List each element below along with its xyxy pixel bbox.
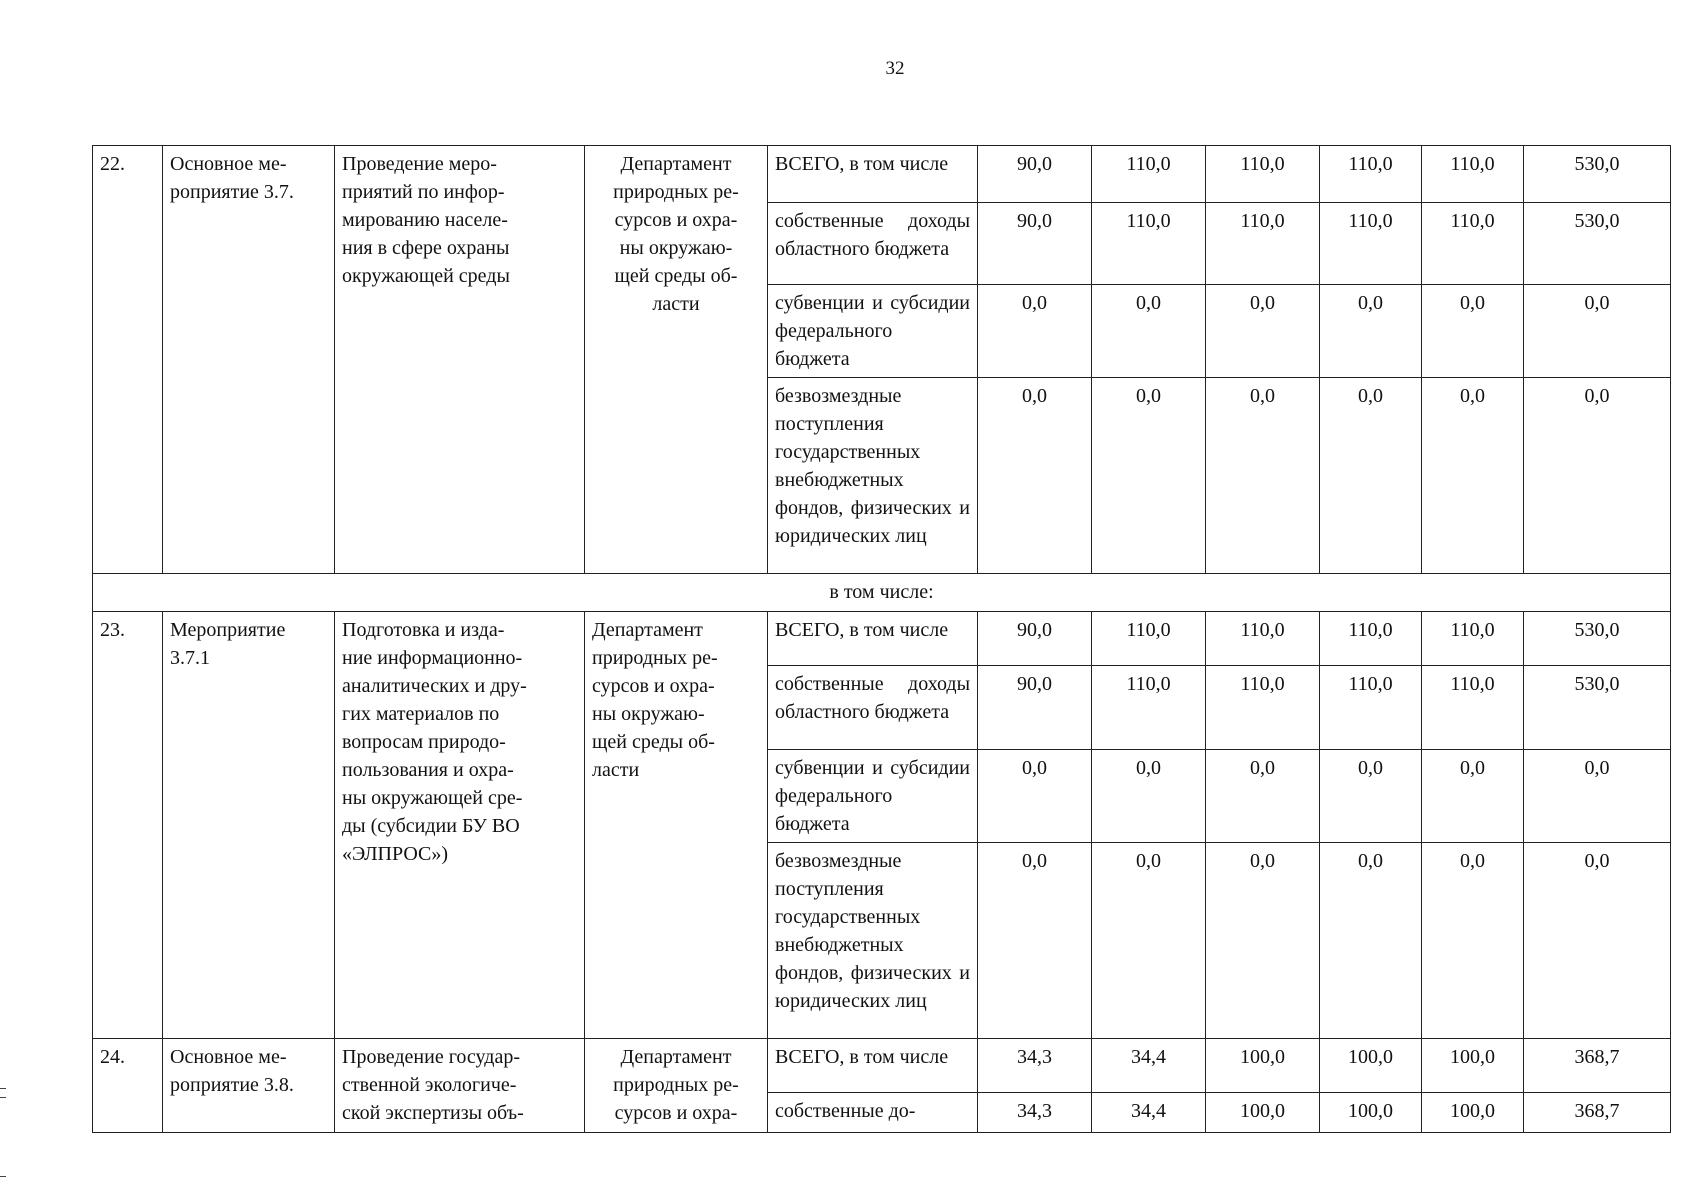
value-cell: 110,0 — [1206, 146, 1320, 203]
value-cell: 110,0 — [1092, 612, 1206, 666]
table-row — [93, 612, 1671, 666]
value-cell: 90,0 — [978, 666, 1092, 750]
value-cell: 0,0 — [1524, 750, 1671, 843]
value-cell: 0,0 — [1320, 378, 1422, 574]
cell-text-line: Департамент — [620, 1046, 732, 1068]
cell-text-line: природных ре- — [613, 181, 739, 203]
measure-name — [163, 612, 335, 1039]
cell-text-line: ды (субсидии БУ ВО — [342, 815, 520, 837]
value-cell: 0,0 — [1524, 378, 1671, 574]
value-cell: 0,0 — [1422, 285, 1524, 378]
value-cell: 110,0 — [1320, 146, 1422, 203]
value-cell: 90,0 — [978, 146, 1092, 203]
measure-description — [335, 146, 585, 574]
department-name — [585, 612, 768, 1039]
value-cell: 34,3 — [978, 1039, 1092, 1093]
scan-edge-mark — [0, 1176, 6, 1177]
value-cell: 0,0 — [1524, 843, 1671, 1039]
value-cell: 0,0 — [1206, 843, 1320, 1039]
value-cell: 110,0 — [1422, 666, 1524, 750]
value-cell: 34,4 — [1092, 1093, 1206, 1133]
value-cell: 530,0 — [1524, 203, 1671, 285]
cell-text-line: роприятие 3.7. — [170, 181, 294, 203]
value-cell: 0,0 — [1524, 285, 1671, 378]
row-number: 24. — [93, 1039, 163, 1133]
cell-text-line: Департамент — [620, 153, 732, 175]
value-cell: 368,7 — [1524, 1039, 1671, 1093]
cell-text-line: Проведение государ- — [342, 1046, 520, 1068]
department-name — [585, 1039, 768, 1133]
value-cell: 110,0 — [1092, 146, 1206, 203]
funding-source-label: собственные до- — [768, 1093, 978, 1133]
funding-source-label: ВСЕГО, в том числе — [768, 146, 978, 203]
cell-text-line: ственной экологиче- — [342, 1074, 517, 1096]
value-cell: 0,0 — [978, 750, 1092, 843]
funding-source-label: безвозмездные поступления государственных внебюджетных фондов, физических и юридических лиц — [768, 843, 978, 1039]
cell-text-line: ласти — [592, 759, 640, 781]
cell-text-line: природных ре- — [613, 1074, 739, 1096]
cell-text-line: ния в сфере охраны — [342, 237, 510, 259]
scan-edge-mark — [0, 1088, 6, 1089]
cell-text-line: 3.7.1 — [170, 647, 210, 669]
table-row — [93, 146, 1671, 203]
scan-edge-mark — [0, 1097, 6, 1098]
cell-text-line: ны окружаю- — [619, 237, 733, 259]
value-cell: 110,0 — [1206, 666, 1320, 750]
cell-text-line: гих материалов по — [342, 703, 500, 725]
funding-source-label: ВСЕГО, в том числе — [768, 1039, 978, 1093]
cell-text-line: окружающей среды — [342, 265, 510, 287]
value-cell: 0,0 — [1422, 378, 1524, 574]
value-cell: 0,0 — [1320, 843, 1422, 1039]
cell-text-line: Основное ме- — [170, 1046, 287, 1068]
value-cell: 100,0 — [1422, 1039, 1524, 1093]
cell-text-line: приятий по инфор- — [342, 181, 505, 203]
value-cell: 110,0 — [1422, 146, 1524, 203]
value-cell: 100,0 — [1206, 1039, 1320, 1093]
value-cell: 90,0 — [978, 612, 1092, 666]
funding-source-label: собственные доходы областного бюджета — [768, 666, 978, 750]
cell-text-line: мированию населе- — [342, 209, 508, 231]
value-cell: 0,0 — [1092, 843, 1206, 1039]
separator-text: в том числе: — [93, 574, 1671, 612]
cell-text-line: сурсов и охра- — [592, 675, 715, 697]
cell-text-line: сурсов и охра- — [614, 209, 738, 231]
value-cell: 0,0 — [1092, 378, 1206, 574]
cell-text-line: вопросам природо- — [342, 731, 506, 753]
value-cell: 110,0 — [1422, 203, 1524, 285]
value-cell: 0,0 — [1422, 843, 1524, 1039]
value-cell: 100,0 — [1422, 1093, 1524, 1133]
value-cell: 0,0 — [1320, 750, 1422, 843]
value-cell: 0,0 — [1422, 750, 1524, 843]
cell-text-line: природных ре- — [592, 647, 718, 669]
value-cell: 110,0 — [1320, 666, 1422, 750]
cell-text-line: ние информационно- — [342, 647, 523, 669]
value-cell: 110,0 — [1092, 203, 1206, 285]
cell-text-line: аналитических и дру- — [342, 675, 527, 697]
cell-text-line: ласти — [652, 293, 700, 315]
cell-text-line: Проведение меро- — [342, 153, 497, 175]
cell-text-line: пользования и охра- — [342, 759, 514, 781]
value-cell: 110,0 — [1206, 203, 1320, 285]
cell-text-line: ской экспертизы объ- — [342, 1102, 524, 1124]
cell-text-line: Департамент — [592, 619, 703, 641]
value-cell: 110,0 — [1422, 612, 1524, 666]
cell-text-line: роприятие 3.8. — [170, 1074, 294, 1096]
value-cell: 0,0 — [1206, 750, 1320, 843]
value-cell: 530,0 — [1524, 146, 1671, 203]
cell-text-line: щей среды об- — [614, 265, 738, 287]
row-number: 22. — [93, 146, 163, 574]
funding-source-label: субвенции и субсидии федерального бюджета — [768, 285, 978, 378]
value-cell: 0,0 — [978, 843, 1092, 1039]
value-cell: 368,7 — [1524, 1093, 1671, 1133]
cell-text-line: «ЭЛПРОС») — [342, 843, 449, 865]
cell-text-line: Мероприятие — [170, 619, 286, 641]
funding-source-label: ВСЕГО, в том числе — [768, 612, 978, 666]
value-cell: 100,0 — [1320, 1039, 1422, 1093]
value-cell: 100,0 — [1206, 1093, 1320, 1133]
value-cell: 530,0 — [1524, 612, 1671, 666]
value-cell: 0,0 — [1320, 285, 1422, 378]
value-cell: 0,0 — [1206, 378, 1320, 574]
value-cell: 110,0 — [1092, 666, 1206, 750]
cell-text-line: Основное ме- — [170, 153, 287, 175]
cell-text-line: ны окружающей сре- — [342, 787, 523, 809]
value-cell: 530,0 — [1524, 666, 1671, 750]
cell-text-line: ны окружаю- — [592, 703, 705, 725]
department-name — [585, 146, 768, 574]
value-cell: 0,0 — [978, 285, 1092, 378]
cell-text-line: щей среды об- — [592, 731, 715, 753]
value-cell: 100,0 — [1320, 1093, 1422, 1133]
row-number: 23. — [93, 612, 163, 1039]
measure-name — [163, 1039, 335, 1133]
table-body — [93, 146, 1671, 1133]
cell-text-line: Подготовка и изда- — [342, 619, 505, 641]
page-number: 32 — [885, 58, 905, 79]
table-row — [93, 1039, 1671, 1093]
measure-name — [163, 146, 335, 574]
funding-source-label: собственные доходы областного бюджета — [768, 203, 978, 285]
value-cell: 110,0 — [1206, 612, 1320, 666]
value-cell: 0,0 — [1092, 750, 1206, 843]
value-cell: 90,0 — [978, 203, 1092, 285]
measure-description — [335, 612, 585, 1039]
value-cell: 0,0 — [1092, 285, 1206, 378]
separator-row — [93, 574, 1671, 612]
budget-table — [92, 145, 1671, 1133]
funding-source-label: безвозмездные поступления государственных внебюджетных фондов, физических и юридических лиц — [768, 378, 978, 574]
value-cell: 34,3 — [978, 1093, 1092, 1133]
value-cell: 110,0 — [1320, 612, 1422, 666]
value-cell: 34,4 — [1092, 1039, 1206, 1093]
value-cell: 0,0 — [978, 378, 1092, 574]
measure-description — [335, 1039, 585, 1133]
value-cell: 0,0 — [1206, 285, 1320, 378]
cell-text-line: сурсов и охра- — [614, 1102, 738, 1124]
value-cell: 110,0 — [1320, 203, 1422, 285]
funding-source-label: субвенции и субсидии федерального бюджета — [768, 750, 978, 843]
